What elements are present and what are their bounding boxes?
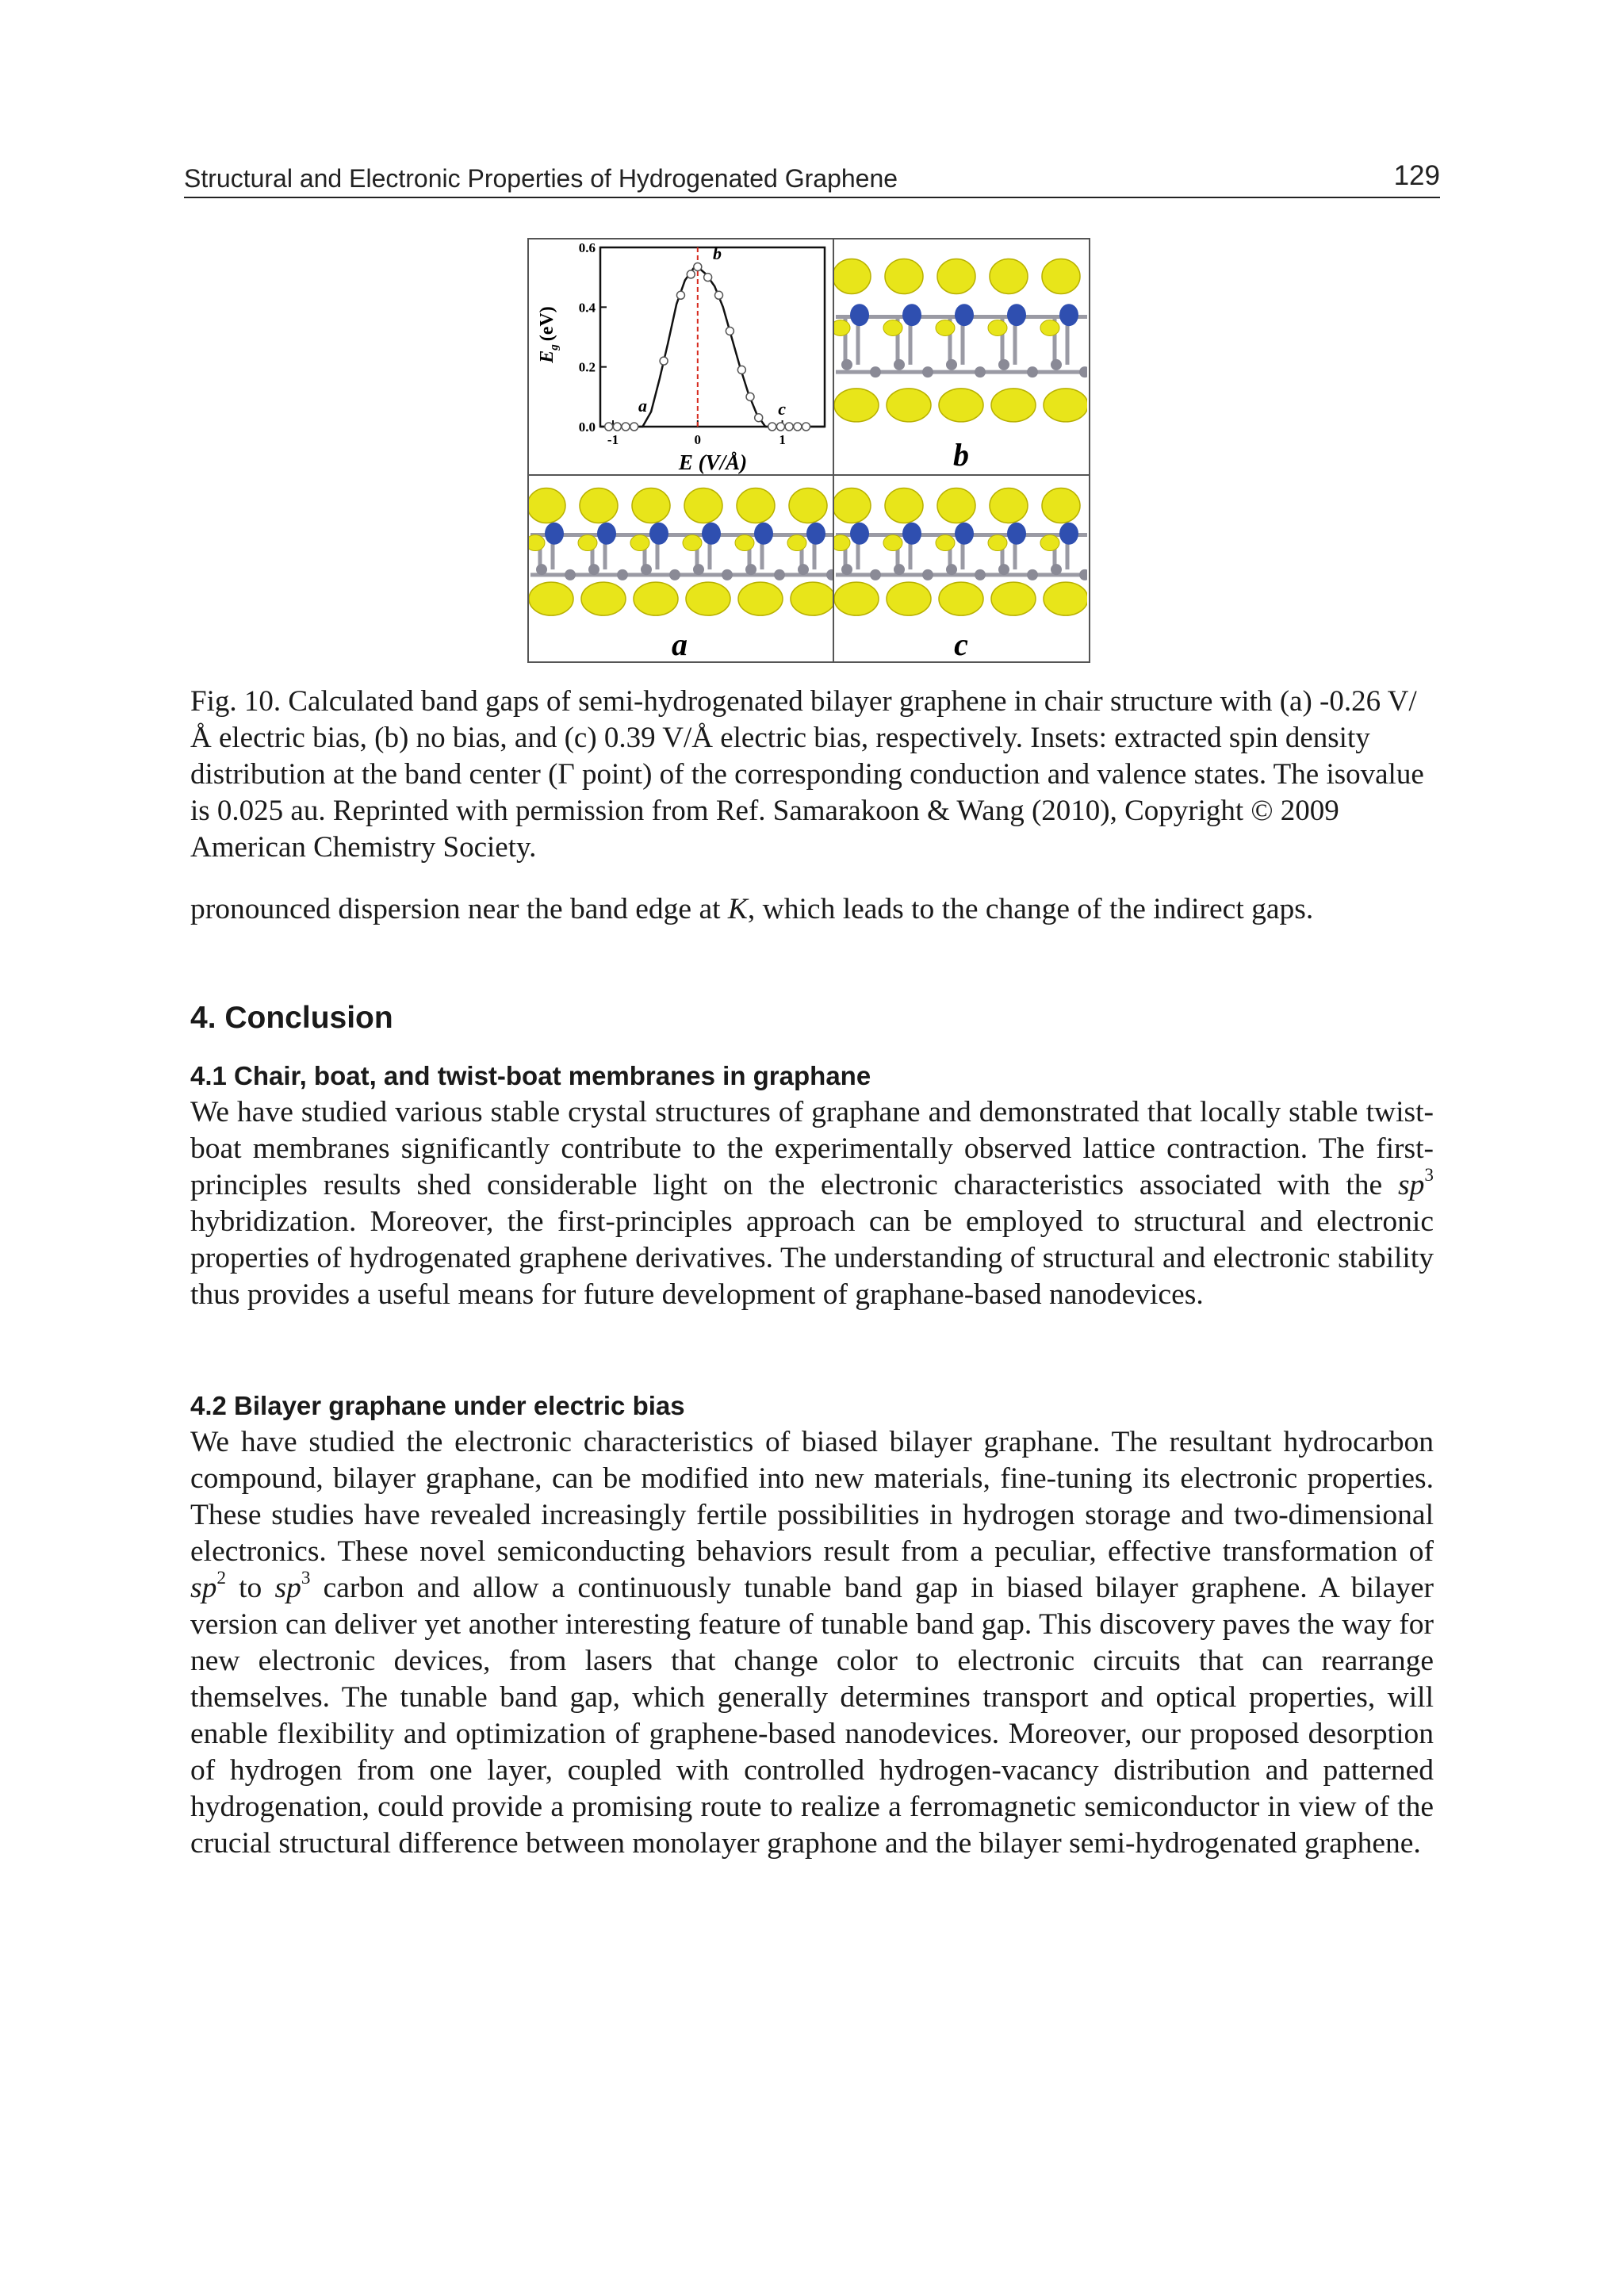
p41-sup: 3 <box>1424 1165 1434 1186</box>
paragraph-4-1 <box>190 1094 1434 1313</box>
para1-symbol-k: K <box>727 893 748 925</box>
lattice-c <box>834 488 1087 616</box>
atom <box>1059 523 1078 545</box>
atom <box>922 569 933 580</box>
lattice-b <box>834 259 1087 421</box>
panel-label-b: b <box>953 437 969 473</box>
y-tick-label: 0.0 <box>578 420 596 435</box>
paragraph-4-2 <box>190 1424 1434 1862</box>
spin-density-panel-a <box>529 476 834 661</box>
spin-lobe <box>630 535 649 551</box>
caption-text: Fig. 10. Calculated band gaps of semi-hydrogenated bilayer graphene in chair structure with (a) -0.26 V/Å electric bias, (b) no bias, and (c) 0.39 V/Å electric bias, respectively. Insets: extracted spin density distribution at the band center (Γ point) of the corresponding conduction and valence states. The isovalue is 0.025 au. Reprinted with permission from Ref. Samarakoon & Wang (2010), Copyright © 2009 American Chemistry Society. <box>190 685 1424 864</box>
running-title: Structural and Electronic Properties of Hydrogenated Graphene <box>184 164 898 193</box>
spin-lobe <box>991 389 1036 422</box>
atom <box>649 523 668 545</box>
data-point <box>776 423 784 431</box>
atom <box>774 569 785 580</box>
spin-lobe <box>634 582 678 615</box>
data-point <box>694 262 702 270</box>
atom <box>588 564 599 575</box>
data-point <box>737 366 745 374</box>
data-point <box>768 423 776 431</box>
atom <box>850 304 869 326</box>
section-heading-conclusion: 4. Conclusion <box>190 1001 393 1035</box>
x-tick-label: 0 <box>694 432 702 447</box>
spin-lobe <box>834 320 850 335</box>
spin-lobe <box>885 259 923 293</box>
atom <box>565 569 576 580</box>
atom <box>998 359 1009 370</box>
lattice-a <box>529 488 833 616</box>
spin-lobe <box>581 582 626 615</box>
data-point <box>755 414 763 422</box>
x-axis-label: E (V/Å) <box>678 450 748 474</box>
p42-sup-a: 2 <box>216 1568 226 1589</box>
p42-text-2: to <box>225 1572 275 1604</box>
spin-lobe <box>991 582 1036 615</box>
atom <box>1007 523 1026 545</box>
band-gap-plot <box>529 239 833 474</box>
atom <box>1007 304 1026 326</box>
atom <box>1051 359 1062 370</box>
data-point <box>746 393 754 400</box>
plot-frame <box>600 247 825 427</box>
atom <box>1027 569 1038 580</box>
para1-text-b: , which leads to the change of the indirect gaps. <box>747 893 1314 925</box>
point-labels <box>638 243 786 419</box>
atom <box>722 569 733 580</box>
spin-lobe <box>789 488 827 523</box>
atom <box>826 569 833 580</box>
spin-lobe <box>738 582 783 615</box>
para1-text-a: pronounced dispersion near the band edge at <box>190 893 728 925</box>
atom <box>617 569 628 580</box>
atom <box>894 359 905 370</box>
atom <box>669 569 680 580</box>
spin-lobe <box>1042 488 1080 523</box>
paragraph-continuation <box>190 891 1434 928</box>
atom <box>806 523 825 545</box>
spin-lobe <box>834 259 871 293</box>
p42-sup-b: 3 <box>301 1568 311 1589</box>
spin-lobe <box>883 320 902 335</box>
spin-density-structure-a <box>529 476 833 660</box>
p42-sp-b: sp <box>274 1572 301 1604</box>
y-tick-label: 0.2 <box>578 359 596 375</box>
p41-sp: sp <box>1398 1169 1425 1201</box>
spin-lobe <box>529 535 545 551</box>
spin-lobe <box>735 535 754 551</box>
atom <box>870 366 881 377</box>
figure-caption <box>190 684 1434 866</box>
spin-lobe <box>887 582 931 615</box>
spin-lobe <box>529 582 573 615</box>
atom <box>998 564 1009 575</box>
y-tick-label: 0.6 <box>578 240 596 255</box>
atom <box>1051 564 1062 575</box>
data-point <box>794 423 802 431</box>
p42-sp-a: sp <box>190 1572 217 1604</box>
atom <box>1079 366 1087 377</box>
atom <box>545 523 564 545</box>
spin-lobe <box>887 389 931 422</box>
atom <box>850 523 869 545</box>
data-point <box>660 357 668 365</box>
panel-label-a: a <box>672 626 688 660</box>
spin-lobe <box>632 488 670 523</box>
data-point <box>704 274 712 282</box>
panel-label-c: c <box>954 626 968 660</box>
spin-lobe <box>1044 389 1087 422</box>
x-tick-label: -1 <box>607 432 619 447</box>
atom <box>975 366 986 377</box>
spin-lobe <box>1040 320 1059 335</box>
data-point <box>715 291 723 299</box>
running-header <box>184 155 1440 198</box>
spin-lobe <box>737 488 775 523</box>
data-point <box>605 423 613 431</box>
spin-lobe <box>684 488 722 523</box>
spin-lobe <box>936 320 955 335</box>
subsection-heading-4-1: 4.1 Chair, boat, and twist-boat membranes in graphane <box>190 1061 871 1090</box>
spin-lobe <box>834 488 871 523</box>
subsection-heading-4-2: 4.2 Bilayer graphane under electric bias <box>190 1391 685 1420</box>
x-tick-label: 1 <box>779 432 786 447</box>
spin-lobe <box>578 535 597 551</box>
y-tick-label: 0.4 <box>578 300 596 316</box>
p41-text-a: We have studied various stable crystal structures of graphane and demonstrated that locally stable twist-boat membranes significantly contribute to the experimentally observed lattice contraction. The first-principles results shed considerable light on the electronic characteristics associated with the <box>190 1096 1434 1201</box>
spin-lobe <box>683 535 702 551</box>
atom <box>754 523 773 545</box>
atom <box>1059 304 1078 326</box>
atom <box>902 304 921 326</box>
atom <box>1079 569 1087 580</box>
spin-lobe <box>529 488 565 523</box>
atom <box>902 523 921 545</box>
spin-lobe <box>1042 259 1080 293</box>
spin-lobe <box>939 582 983 615</box>
atom <box>975 569 986 580</box>
atom <box>922 366 933 377</box>
data-point <box>630 423 638 431</box>
data-point <box>676 291 684 299</box>
spin-lobe <box>834 389 879 422</box>
figure-10 <box>527 238 1090 663</box>
spin-lobe <box>988 535 1007 551</box>
atom <box>841 564 852 575</box>
data-point <box>622 423 630 431</box>
data-point <box>785 423 793 431</box>
atom <box>946 359 957 370</box>
spin-lobe <box>686 582 730 615</box>
y-axis-ticks <box>579 240 607 435</box>
band-gap-plot-panel <box>529 239 834 476</box>
data-point <box>687 270 695 278</box>
atom <box>641 564 652 575</box>
spin-lobe <box>1040 535 1059 551</box>
spin-lobe <box>990 259 1028 293</box>
point-label-b: b <box>713 243 722 264</box>
spin-density-structure-b <box>834 239 1087 474</box>
spin-lobe <box>883 535 902 551</box>
page-number: 129 <box>1393 160 1440 191</box>
atom <box>955 523 974 545</box>
spin-density-structure-c <box>834 476 1087 660</box>
atom <box>702 523 721 545</box>
atom <box>536 564 547 575</box>
p42-text-1: We have studied the electronic characteristics of biased bilayer graphane. The resultant hydrocarbon compound, bilayer graphane, can be modified into new materials, fine-tuning its electronic properties. These studies have revealed increasingly fertile possibilities in hydrogen storage and two-dimensional electronics. These novel semiconducting behaviors result from a peculiar, effective transformation of <box>190 1426 1434 1568</box>
atom <box>955 304 974 326</box>
atom <box>894 564 905 575</box>
spin-lobe <box>988 320 1007 335</box>
data-point <box>802 423 810 431</box>
p42-text-3: carbon and allow a continuously tunable band gap in biased bilayer graphene. A bilayer version can deliver yet another interesting feature of tunable band gap. This discovery paves the way for new electronic devices, from lasers that change color to electronic circuits that can rearrange themselves. The tunable band gap, which generally determines transport and optical properties, will enable flexibility and optimization of graphene-based nanodevices. Moreover, our proposed desorption of hydrogen from one layer, coupled with controlled hydrogen-vacancy distribution and patterned hydrogenation, could provide a promising route to realize a ferromagnetic semiconductor in view of the crucial structural difference between monolayer graphone and the bilayer semi-hydrogenated graphene. <box>190 1572 1434 1860</box>
band-gap-curve <box>600 267 825 427</box>
spin-lobe <box>791 582 833 615</box>
atom <box>870 569 881 580</box>
p41-text-b: hybridization. Moreover, the first-principles approach can be employed to structural and electronic properties of hydrogenated graphene derivatives. The understanding of structural and electronic stability thus provides a useful means for future development of graphane-based nanodevices. <box>190 1205 1434 1311</box>
spin-density-panel-b <box>834 239 1089 476</box>
spin-lobe <box>580 488 618 523</box>
spin-lobe <box>937 488 975 523</box>
spin-density-panel-c <box>834 476 1089 661</box>
y-axis-label: $E_g(eV)$ <box>537 306 561 363</box>
spin-lobe <box>937 259 975 293</box>
spin-lobe <box>834 535 850 551</box>
data-point <box>726 327 733 335</box>
spin-lobe <box>885 488 923 523</box>
data-point <box>613 423 621 431</box>
atom <box>597 523 616 545</box>
spin-lobe <box>787 535 806 551</box>
spin-lobe <box>939 389 983 422</box>
atom <box>798 564 809 575</box>
atom <box>841 359 852 370</box>
point-label-a: a <box>638 396 648 416</box>
atom <box>693 564 704 575</box>
atom <box>946 564 957 575</box>
spin-lobe <box>990 488 1028 523</box>
atom <box>745 564 756 575</box>
spin-lobe <box>834 582 879 615</box>
point-label-c: c <box>778 398 787 419</box>
atom <box>1027 366 1038 377</box>
spin-lobe <box>1044 582 1087 615</box>
spin-lobe <box>936 535 955 551</box>
